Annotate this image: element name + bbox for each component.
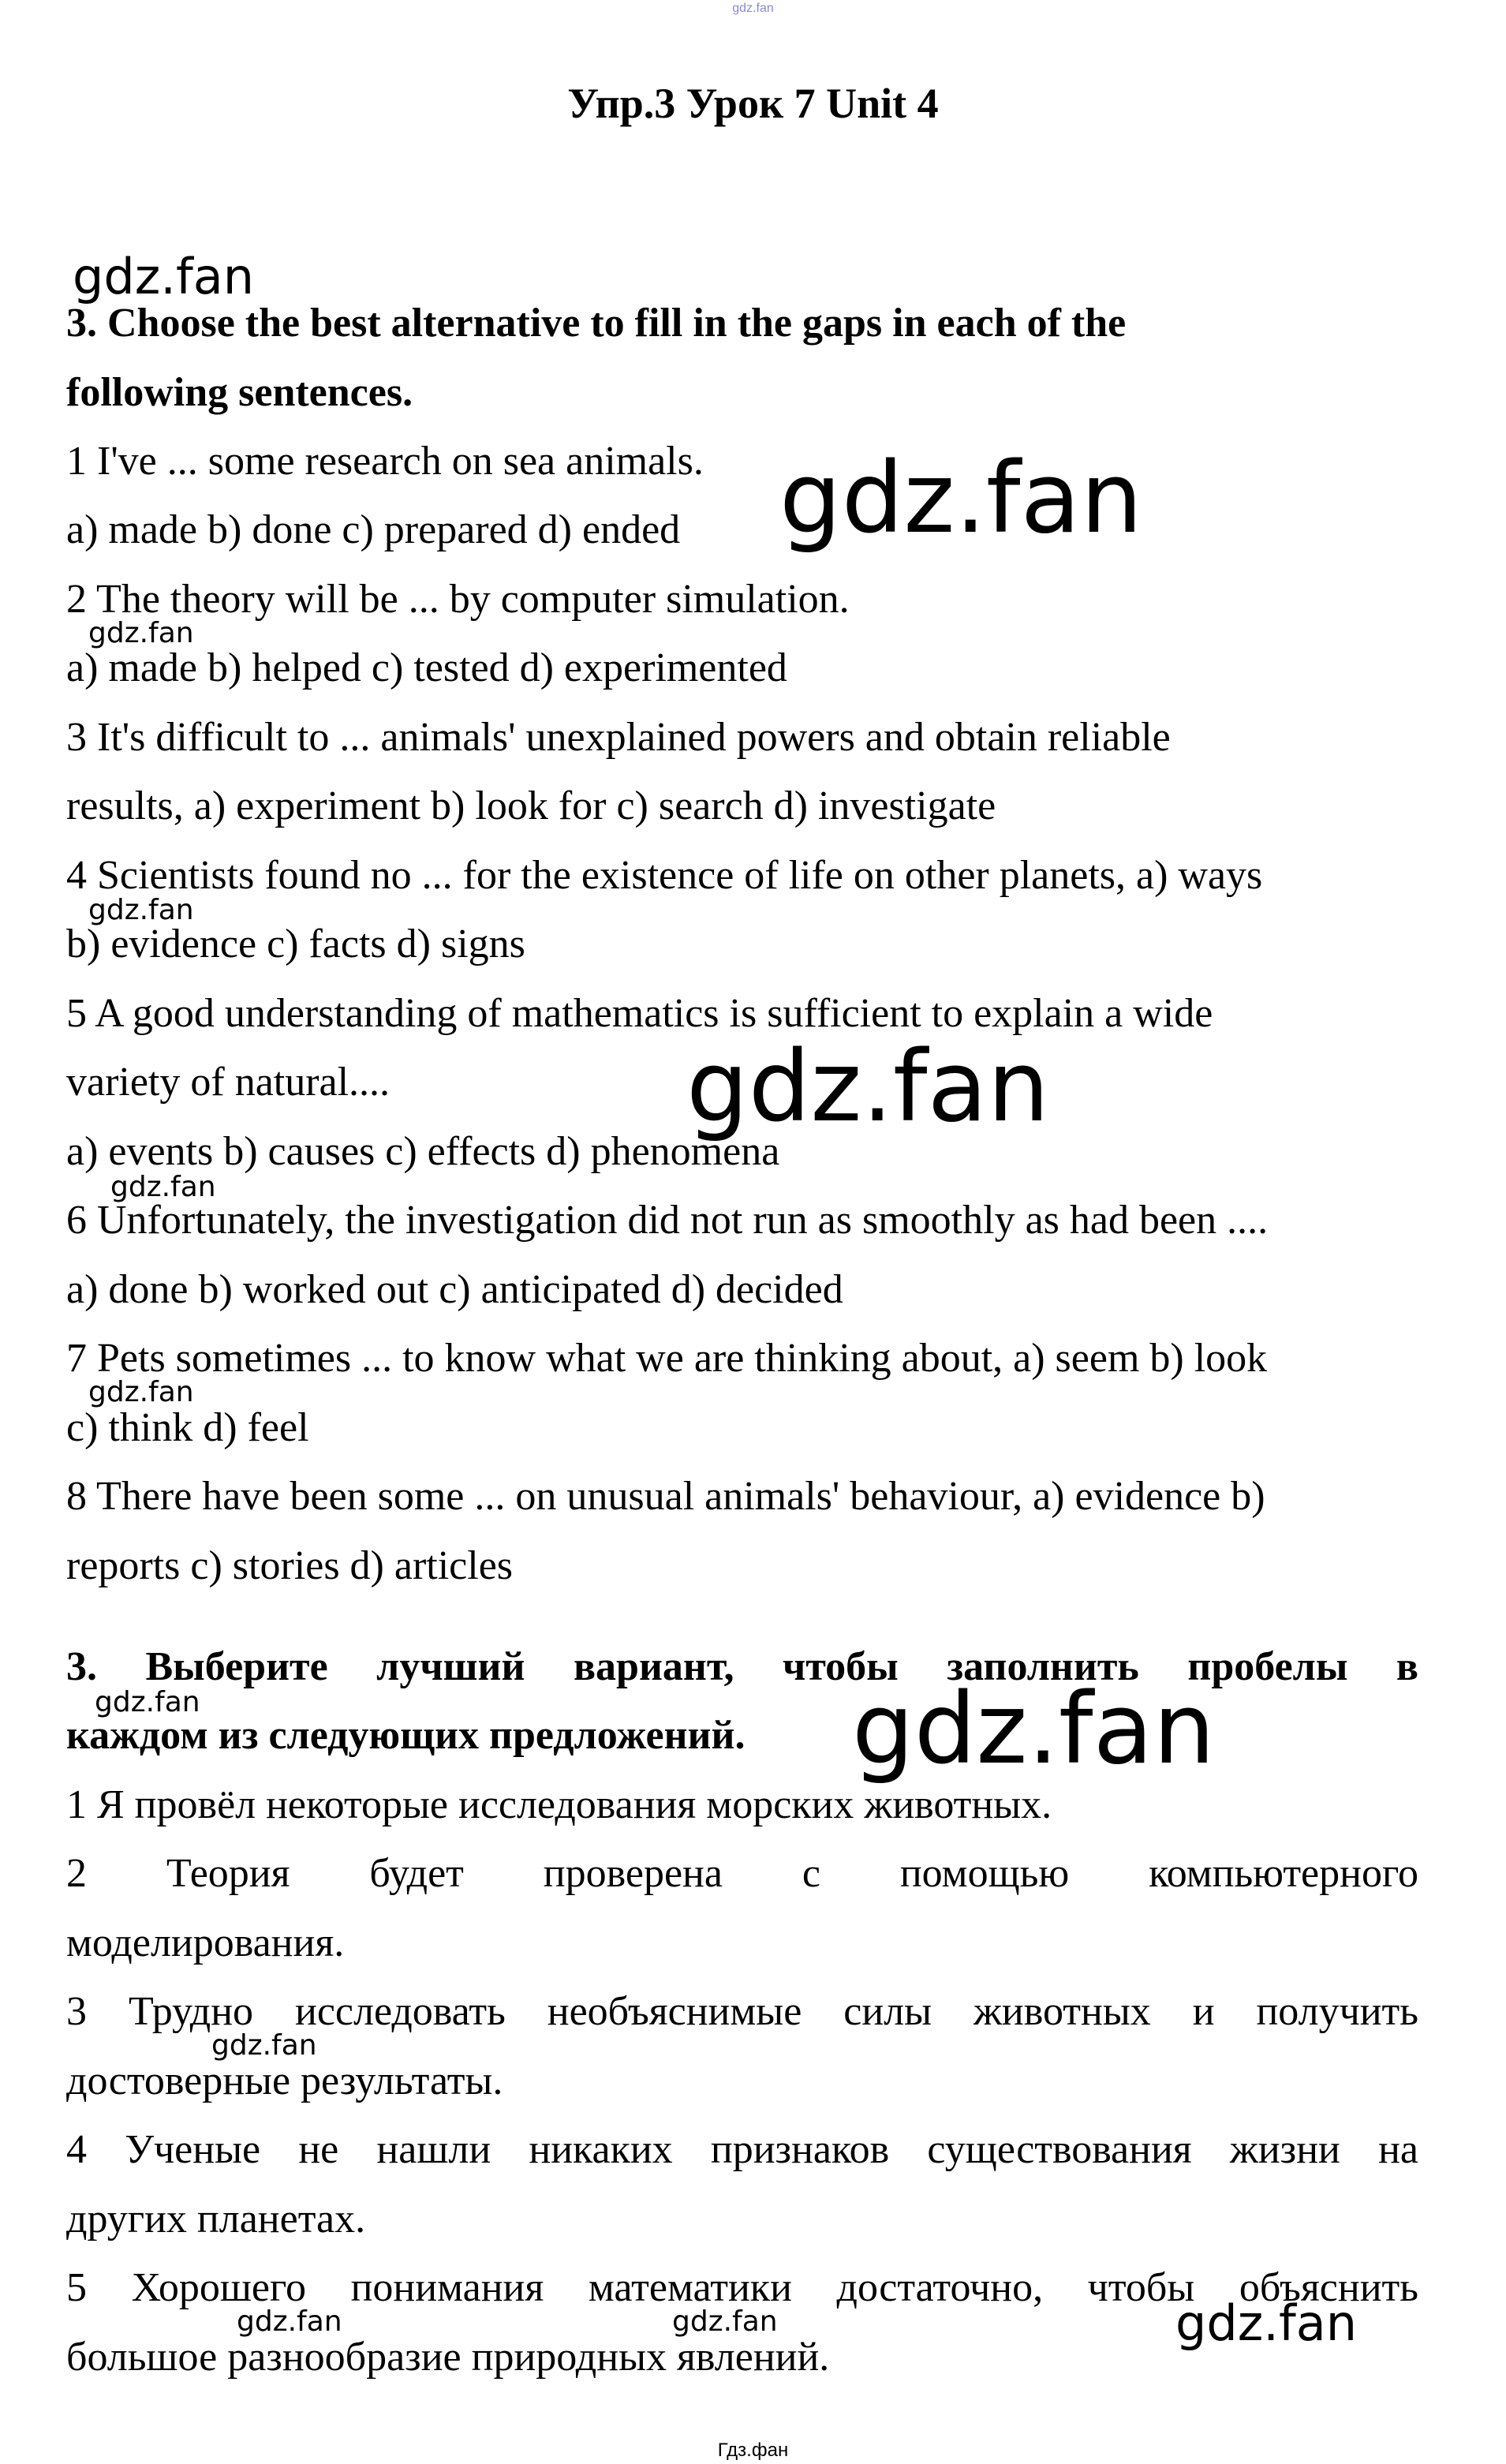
exercise-en-line: a) made b) done c) prepared d) ended (66, 507, 681, 552)
watermark: gdz.fan (88, 894, 194, 926)
watermark: gdz.fan (73, 248, 255, 305)
exercise-ru-heading-line1: 3. Выберите лучший вариант, чтобы заполнить пробелы в (66, 1644, 1418, 1689)
exercise-en-line: 8 There have been some ... on unusual animals' behaviour, a) evidence b) (66, 1474, 1265, 1519)
exercise-ru-line: 4 Ученые не нашли никаких признаков существования жизни на (66, 2127, 1418, 2172)
exercise-en-line: 2 The theory will be ... by computer simulation. (66, 577, 850, 622)
exercise-en-line: a) done b) worked out c) anticipated d) decided (66, 1267, 843, 1312)
footer-text: Гдз.фан (717, 2440, 789, 2461)
exercise-en-heading-line1: 3. Choose the best alternative to fill in the gaps in each of the (66, 301, 1127, 346)
exercise-ru-heading-line2: каждом из следующих предложений. (66, 1713, 746, 1758)
exercise-en-line: c) think d) feel (66, 1405, 309, 1450)
watermark: gdz.fan (88, 1376, 194, 1408)
exercise-en-line: 6 Unfortunately, the investigation did not run as smoothly as had been .... (66, 1198, 1269, 1243)
top-watermark: gdz.fan (732, 2, 774, 15)
page-title: Упр.3 Урок 7 Unit 4 (567, 80, 939, 127)
watermark: gdz.fan (852, 1673, 1216, 1786)
watermark: gdz.fan (1175, 2294, 1358, 2352)
exercise-en-line: a) events b) causes c) effects d) phenomena (66, 1129, 780, 1174)
watermark: gdz.fan (237, 2305, 342, 2338)
watermark: gdz.fan (95, 1686, 200, 1718)
exercise-en-line: results, a) experiment b) look for c) search d) investigate (66, 783, 996, 828)
exercise-en-line: reports c) stories d) articles (66, 1543, 514, 1588)
watermark: gdz.fan (110, 1171, 216, 1203)
exercise-en-line: variety of natural.... (66, 1060, 391, 1105)
exercise-en-heading-line2: following sentences. (66, 370, 413, 415)
exercise-en-line: 4 Scientists found no ... for the existence of life on other planets, a) ways (66, 853, 1263, 898)
watermark: gdz.fan (779, 442, 1143, 555)
exercise-en-line: b) evidence c) facts d) signs (66, 922, 525, 967)
exercise-ru-line: 5 Хорошего понимания математики достаточно, чтобы объяснить (66, 2265, 1418, 2310)
exercise-ru-line: большое разнообразие природных явлений. (66, 2335, 830, 2380)
exercise-en-line: 7 Pets sometimes ... to know what we are thinking about, a) seem b) look (66, 1336, 1268, 1381)
exercise-en-line: 5 A good understanding of mathematics is sufficient to explain a wide (66, 991, 1213, 1036)
watermark: gdz.fan (211, 2029, 317, 2062)
watermark: gdz.fan (88, 617, 194, 649)
watermark: gdz.fan (686, 1030, 1050, 1144)
exercise-ru-line: 2 Теория будет проверена с помощью компьютерного (66, 1851, 1418, 1896)
exercise-ru-line: 1 Я провёл некоторые исследования морских животных. (66, 1782, 1052, 1827)
exercise-ru-line: 3 Трудно исследовать необъяснимые силы животных и получить (66, 1989, 1418, 2034)
exercise-ru-line: других планетах. (66, 2197, 366, 2242)
watermark: gdz.fan (672, 2305, 778, 2338)
exercise-en-line: 3 It's difficult to ... animals' unexplained powers and obtain reliable (66, 715, 1171, 760)
exercise-ru-line: достоверные результаты. (66, 2058, 503, 2103)
exercise-en-line: a) made b) helped c) tested d) experimented (66, 645, 787, 690)
exercise-ru-line: моделирования. (66, 1920, 345, 1965)
exercise-en-line: 1 I've ... some research on sea animals. (66, 439, 704, 484)
